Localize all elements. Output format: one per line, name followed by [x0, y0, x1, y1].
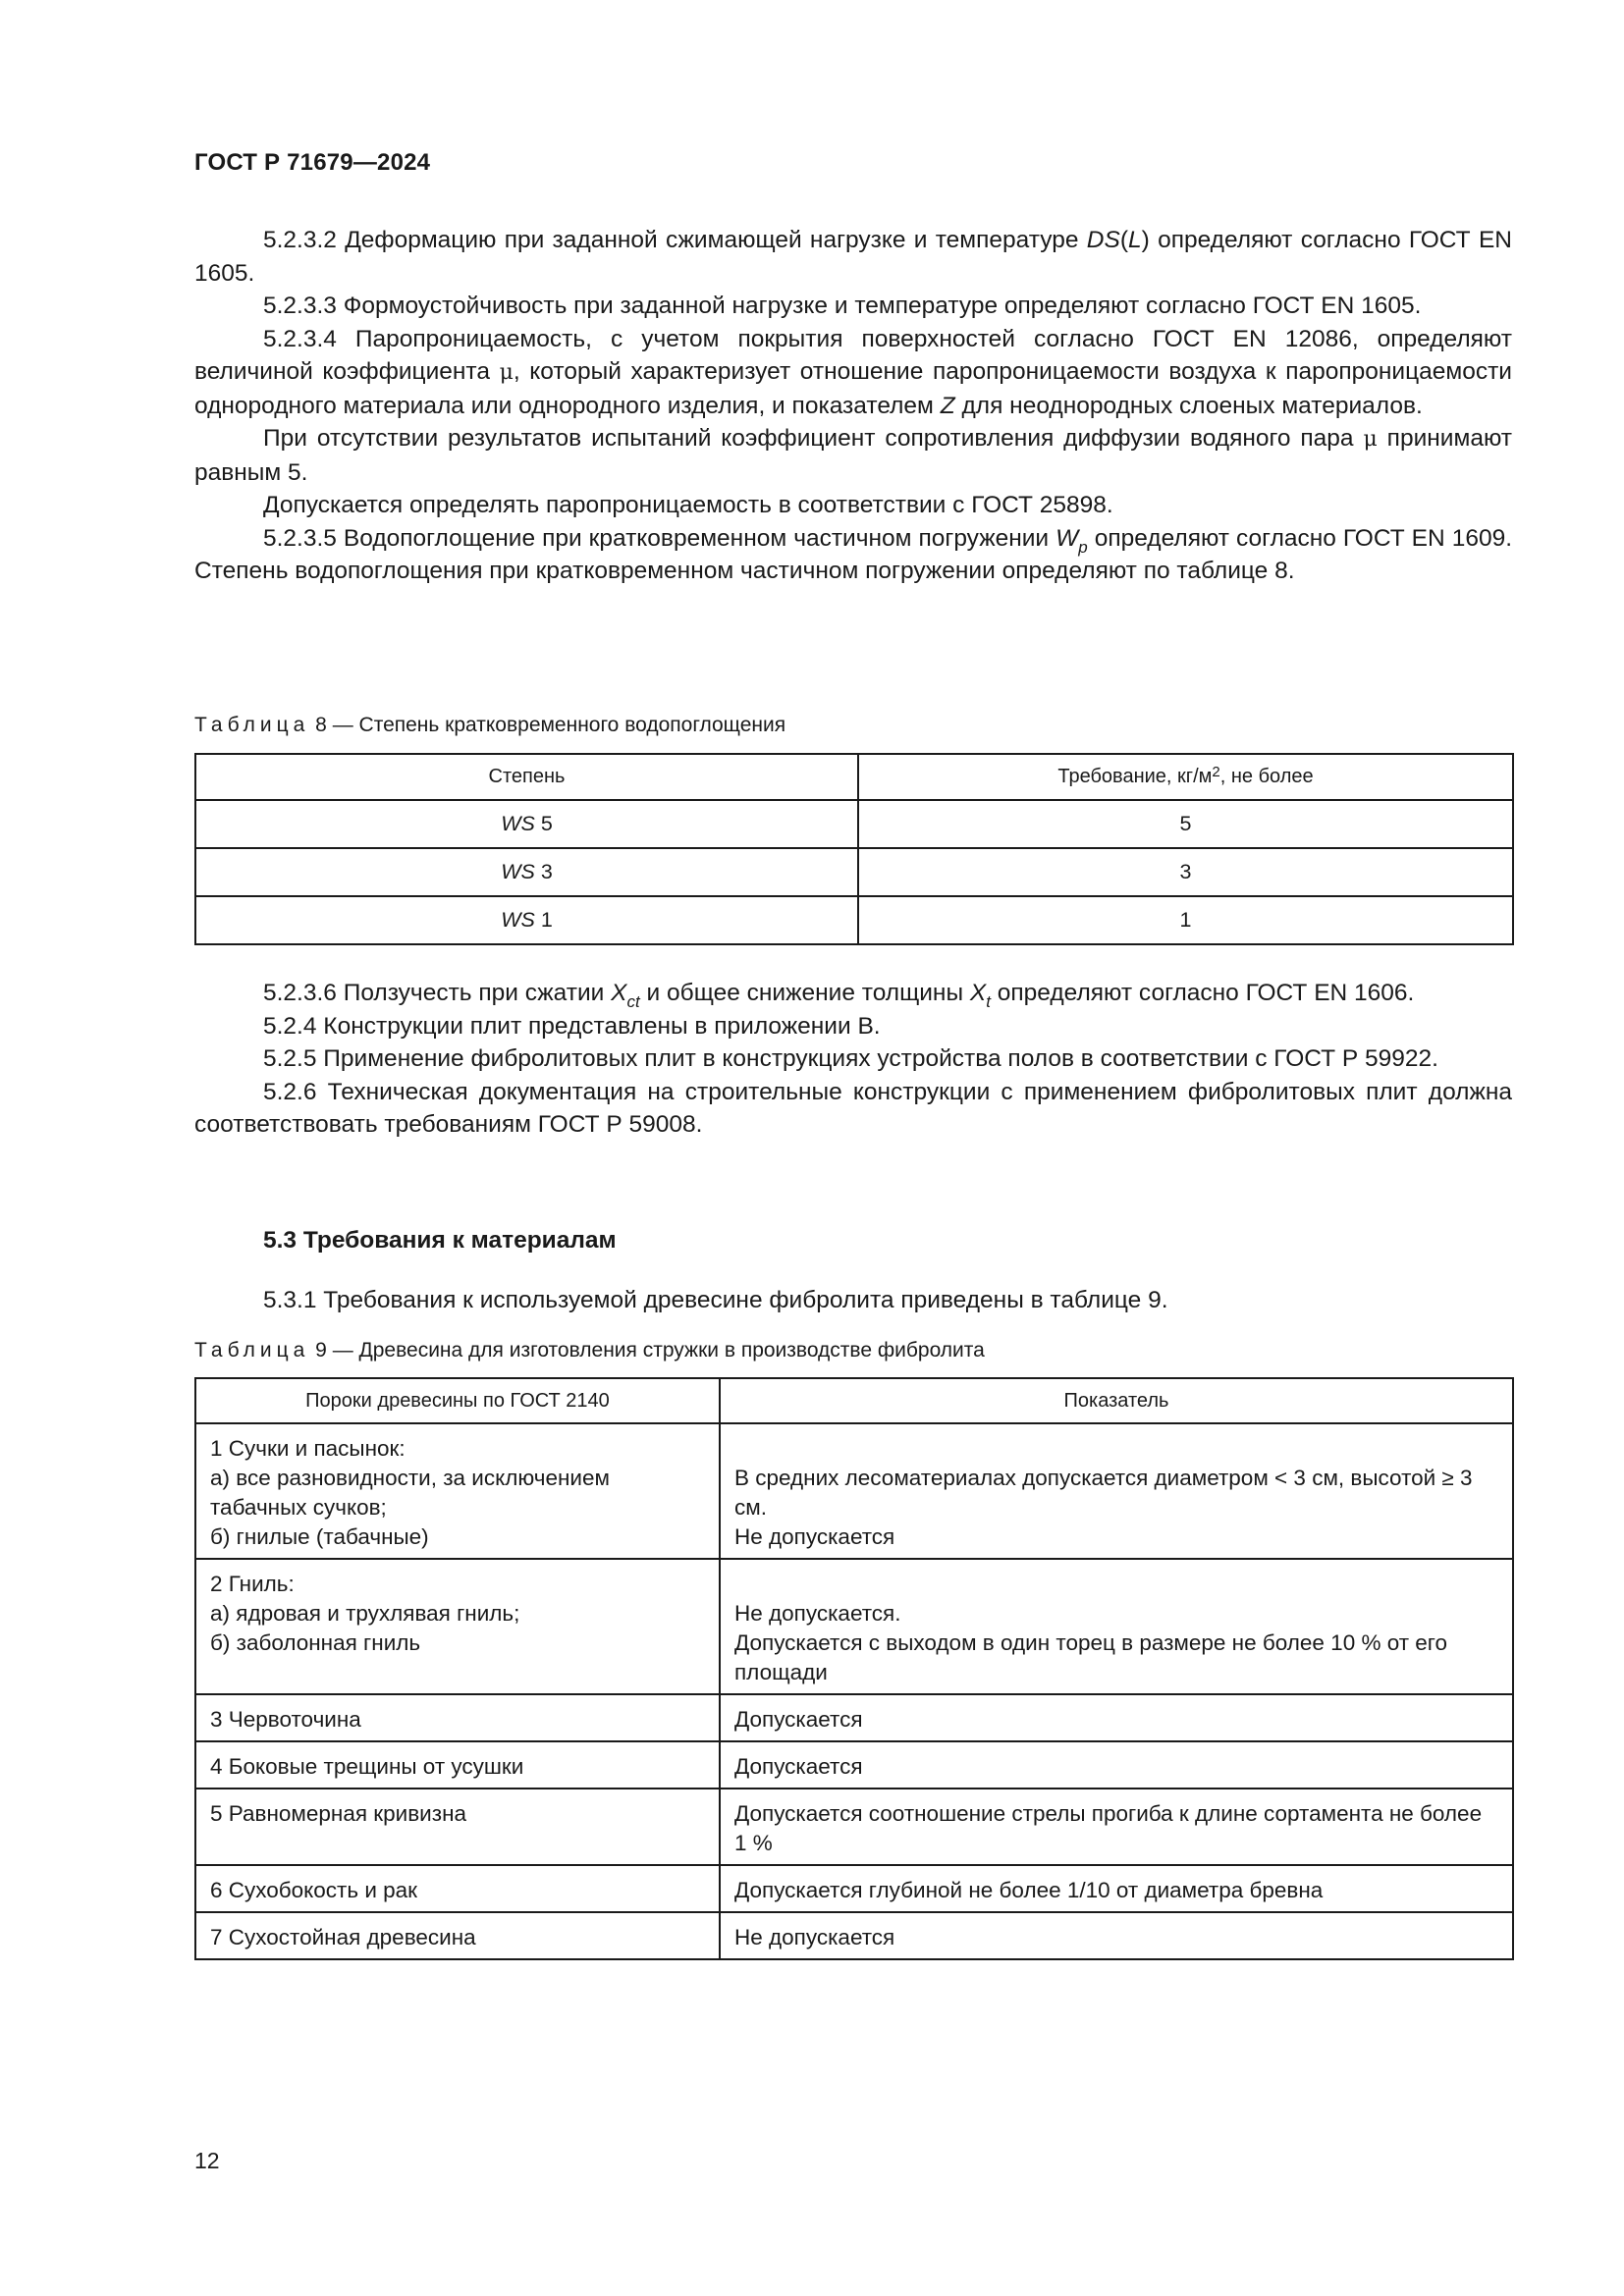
paragraph-5-2-3-6: 5.2.3.6 Ползучесть при сжатии $X_{ct}$ и общее снижение толщины $X_t$ определяют согласно ГОСТ EN 1606.: [263, 980, 1415, 1011]
table9-caption: Таблица 9 — Древесина для изготовления стружки в производстве фибролита: [194, 1339, 985, 1362]
paragraph-absence: При отсутствии результатов испытаний коэффициент сопротивления диффузии водяного пара μ принимают равным 5.: [194, 425, 1512, 486]
paragraph-5-2-3-5: 5.2.3.5 Водопоглощение при кратковременном частичном погружении $W_p$ определяют согласно ГОСТ EN 1609. Степень водопоглощения при кратковременном частичном погружении определяют по таблице 8.: [194, 524, 1513, 584]
table-row: [195, 848, 1513, 896]
paragraph-5-2-4: 5.2.4 Конструкции плит представлены в приложении В.: [263, 1012, 881, 1040]
table-row: [195, 1694, 1513, 1741]
table9-cell-defect: 4 Боковые трещины от усушки: [195, 1741, 720, 1789]
table8-cell-degree: WS 3: [195, 848, 858, 896]
table8-cell-value: 1: [858, 896, 1513, 944]
table9-cell-defect: 5 Равномерная кривизна: [195, 1789, 720, 1865]
body-text-top: [194, 224, 1512, 588]
table8-cell-value: 5: [858, 800, 1513, 848]
body-text-middle: [194, 977, 1512, 1142]
table8-cell-degree: WS 5: [195, 800, 858, 848]
page-number: 12: [194, 2148, 220, 2173]
table-row: [195, 1912, 1513, 1959]
paragraph-5-2-3-4: 5.2.3.4 Паропроницаемость, с учетом покрытия поверхностей согласно ГОСТ EN 12086, определяют величиной коэффициента μ, который характеризует отношение паропроницаемости воздуха к паропроницаемости однородного материала или однородного изделия, и показателем Z для неоднородных слоеных материалов.: [194, 325, 1512, 419]
table9-cell-indicator: Допускается: [720, 1741, 1513, 1789]
table-row: [195, 1865, 1513, 1912]
table-row: [195, 1559, 1513, 1694]
table8-cell-value: 3: [858, 848, 1513, 896]
table9-cell-defect: 3 Червоточина: [195, 1694, 720, 1741]
body-text-5-3-1: [194, 1284, 1512, 1317]
table9-cell-defect: 1 Сучки и пасынок: а) все разновидности, за исключением табачных сучков; б) гнилые (табачные): [195, 1423, 720, 1559]
table9-cell-defect: 6 Сухобокость и рак: [195, 1865, 720, 1912]
table-row: [195, 1423, 1513, 1559]
document-code-header: ГОСТ Р 71679—2024: [194, 149, 431, 176]
paragraph-5-2-6: 5.2.6 Техническая документация на строительные конструкции с применением фибролитовых плит должна соответствовать требованиям ГОСТ Р 59008.: [194, 1078, 1512, 1138]
table9-cell-indicator: Допускается: [720, 1694, 1513, 1741]
table9: [194, 1377, 1514, 1960]
table9-cell-defect: 7 Сухостойная древесина: [195, 1912, 720, 1959]
table8-cell-degree: WS 1: [195, 896, 858, 944]
table9-cell-indicator: Допускается глубиной не более 1/10 от диаметра бревна: [720, 1865, 1513, 1912]
table8-header-requirement: Требование, $кг/м^2$, не более: [858, 754, 1513, 800]
paragraph-5-2-3-3: 5.2.3.3 Формоустойчивость при заданной нагрузке и температуре определяют согласно ГОСТ EN 1605.: [263, 293, 1422, 319]
table8-caption: Таблица 8 — Степень кратковременного водопоглощения: [194, 714, 786, 736]
table9-cell-indicator: Не допускается. Допускается с выходом в один торец в размере не более 10 % от его площади: [720, 1559, 1513, 1694]
paragraph-5-2-3-2: 5.2.3.2 Деформацию при заданной сжимающей нагрузке и температуре DS(L) определяют согласно ГОСТ EN 1605.: [194, 227, 1512, 287]
table-row: [195, 1789, 1513, 1865]
paragraph-5-2-5: 5.2.5 Применение фибролитовых плит в конструкциях устройства полов в соответствии с ГОСТ Р 59922.: [263, 1045, 1438, 1072]
table9-cell-defect: 2 Гниль: а) ядровая и трухлявая гниль; б) заболонная гниль: [195, 1559, 720, 1694]
table8-header-row: [195, 754, 1513, 800]
paragraph-allowed: Допускается определять паропроницаемость в соответствии с ГОСТ 25898.: [263, 492, 1113, 518]
table9-cell-indicator: Допускается соотношение стрелы прогиба к длине сортамента не более 1 %: [720, 1789, 1513, 1865]
table9-header-indicator: Показатель: [720, 1378, 1513, 1423]
table-row: [195, 800, 1513, 848]
table-row: [195, 1741, 1513, 1789]
table9-header-defects: Пороки древесины по ГОСТ 2140: [195, 1378, 720, 1423]
table8-header-degree: Степень: [195, 754, 858, 800]
section-title-5-3: 5.3 Требования к материалам: [263, 1227, 617, 1254]
table-row: [195, 896, 1513, 944]
table9-cell-indicator: Не допускается: [720, 1912, 1513, 1959]
mu-symbol: μ: [499, 360, 514, 385]
table8: [194, 753, 1514, 945]
paragraph-5-3-1: 5.3.1 Требования к используемой древесине фибролита приведены в таблице 9.: [263, 1287, 1168, 1313]
table9-cell-indicator: В средних лесоматериалах допускается диаметром < 3 см, высотой ≥ 3 см. Не допускается: [720, 1423, 1513, 1559]
table9-header-row: [195, 1378, 1513, 1423]
